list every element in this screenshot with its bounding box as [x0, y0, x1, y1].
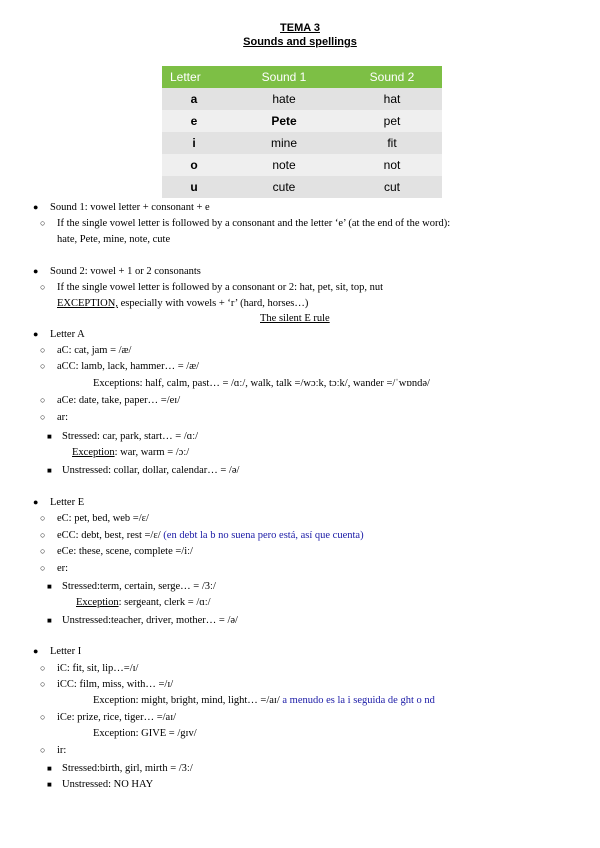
circle-bullet-icon: ○ [40, 663, 46, 673]
text-line: Letter E [50, 497, 85, 508]
text-line [57, 529, 364, 542]
exception-text: : war, warm = /ɔː/ [114, 447, 190, 458]
text-line: er: [57, 563, 69, 574]
table-cell: mine [226, 132, 342, 154]
circle-bullet-icon: ○ [40, 513, 46, 523]
table-row [162, 176, 442, 198]
table-row [162, 154, 442, 176]
spanish-note: a menudo es la i seguida de ght o nd [282, 695, 435, 706]
text-line: ar: [57, 412, 69, 423]
text-line: Letter A [50, 329, 85, 340]
text-line: Stressed:term, certain, serge… = /3ː/ [62, 581, 216, 592]
table-cell: i [162, 132, 226, 154]
table-header-row [162, 66, 442, 88]
text-line [93, 694, 435, 707]
text-line: Unstressed: NO HAY [62, 779, 154, 790]
table-cell: hat [342, 88, 442, 110]
table-row [162, 88, 442, 110]
bullet-icon: ● [33, 646, 39, 656]
table-row [162, 132, 442, 154]
text-line: aCC: lamb, lack, hammer… = /æ/ [57, 361, 200, 372]
text-line: Unstressed: collar, dollar, calendar… = /ə/ [62, 465, 240, 476]
table-row [162, 110, 442, 132]
square-bullet-icon: ■ [47, 432, 52, 441]
circle-bullet-icon: ○ [40, 745, 46, 755]
circle-bullet-icon: ○ [40, 345, 46, 355]
doc-title: TEMA 3 [280, 22, 320, 34]
circle-bullet-icon: ○ [40, 530, 46, 540]
text-line: Unstressed:teacher, driver, mother… = /ə/ [62, 615, 238, 626]
text-segment: eCC: debt, best, rest =/ɛ/ [57, 530, 164, 541]
circle-bullet-icon: ○ [40, 679, 46, 689]
exception-text: : sergeant, clerk = /ɑː/ [118, 597, 211, 608]
table-cell: cute [226, 176, 342, 198]
circle-bullet-icon: ○ [40, 412, 46, 422]
table-cell: u [162, 176, 226, 198]
square-bullet-icon: ■ [47, 616, 52, 625]
sounds-table [162, 66, 442, 198]
text-line: Exceptions: half, calm, past… = /ɑː/, walk, talk =/wɔːk, tɔːk/, wander =/ˈwɒndə/ [93, 378, 430, 389]
text-line: aCe: date, take, paper… =/eɪ/ [57, 395, 181, 406]
text-line: Sound 1: vowel letter + consonant + e [50, 202, 210, 213]
text-line: eC: pet, bed, web =/ɛ/ [57, 513, 149, 524]
text-line: iCC: film, miss, with… =/ɪ/ [57, 679, 174, 690]
table-cell: o [162, 154, 226, 176]
text-line: If the single vowel letter is followed by a consonant or 2: hat, pet, sit, top, nut [57, 282, 384, 293]
bullet-icon: ● [33, 266, 39, 276]
table-cell: e [162, 110, 226, 132]
text-line [57, 297, 308, 310]
header-sound2: Sound 2 [342, 66, 442, 88]
section-heading: The silent E rule [260, 313, 330, 324]
text-line: iCe: prize, rice, tiger… =/aɪ/ [57, 712, 177, 723]
table-cell: a [162, 88, 226, 110]
table-cell: Pete [226, 110, 342, 132]
circle-bullet-icon: ○ [40, 395, 46, 405]
text-line: aC: cat, jam = /æ/ [57, 345, 132, 356]
text-line: ir: [57, 745, 67, 756]
text-line: If the single vowel letter is followed by a consonant and the letter ‘e’ (at the end of the word): [57, 218, 451, 229]
text-line: iC: fit, sit, lip…=/ɪ/ [57, 663, 139, 674]
table-cell: hate [226, 88, 342, 110]
square-bullet-icon: ■ [47, 582, 52, 591]
table-cell: pet [342, 110, 442, 132]
text-segment: Exception: might, bright, mind, light… =/aɪ/ [93, 695, 283, 706]
square-bullet-icon: ■ [47, 780, 52, 789]
text-line: Exception: GIVE = /gɪv/ [93, 728, 197, 739]
circle-bullet-icon: ○ [40, 563, 46, 573]
exception-label: EXCEPTION, [57, 298, 118, 309]
text-line: Letter I [50, 646, 82, 657]
square-bullet-icon: ■ [47, 466, 52, 475]
circle-bullet-icon: ○ [40, 712, 46, 722]
circle-bullet-icon: ○ [40, 546, 46, 556]
doc-subtitle: Sounds and spellings [243, 36, 357, 48]
exception-text: especially with vowels + ‘r’ (hard, horses…) [117, 298, 309, 309]
circle-bullet-icon: ○ [40, 361, 46, 371]
text-line: Stressed:birth, girl, mirth = /3ː/ [62, 763, 193, 774]
bullet-icon: ● [33, 329, 39, 339]
bullet-icon: ● [33, 202, 39, 212]
table-cell: note [226, 154, 342, 176]
circle-bullet-icon: ○ [40, 218, 46, 228]
text-line [76, 596, 211, 609]
exception-label: Exception [76, 597, 119, 608]
header-letter: Letter [162, 66, 226, 88]
bullet-icon: ● [33, 497, 39, 507]
spanish-note: (en debt la b no suena pero está, así que cuenta) [163, 530, 364, 541]
circle-bullet-icon: ○ [40, 282, 46, 292]
text-line: Stressed: car, park, start… = /ɑː/ [62, 431, 199, 442]
text-line: hate, Pete, mine, note, cute [57, 234, 171, 245]
table-cell: cut [342, 176, 442, 198]
exception-label: Exception [72, 447, 115, 458]
table-cell: fit [342, 132, 442, 154]
square-bullet-icon: ■ [47, 764, 52, 773]
text-line: Sound 2: vowel + 1 or 2 consonants [50, 266, 201, 277]
table-cell: not [342, 154, 442, 176]
text-line [72, 446, 189, 459]
text-line: eCe: these, scene, complete =/iː/ [57, 546, 193, 557]
header-sound1: Sound 1 [226, 66, 342, 88]
